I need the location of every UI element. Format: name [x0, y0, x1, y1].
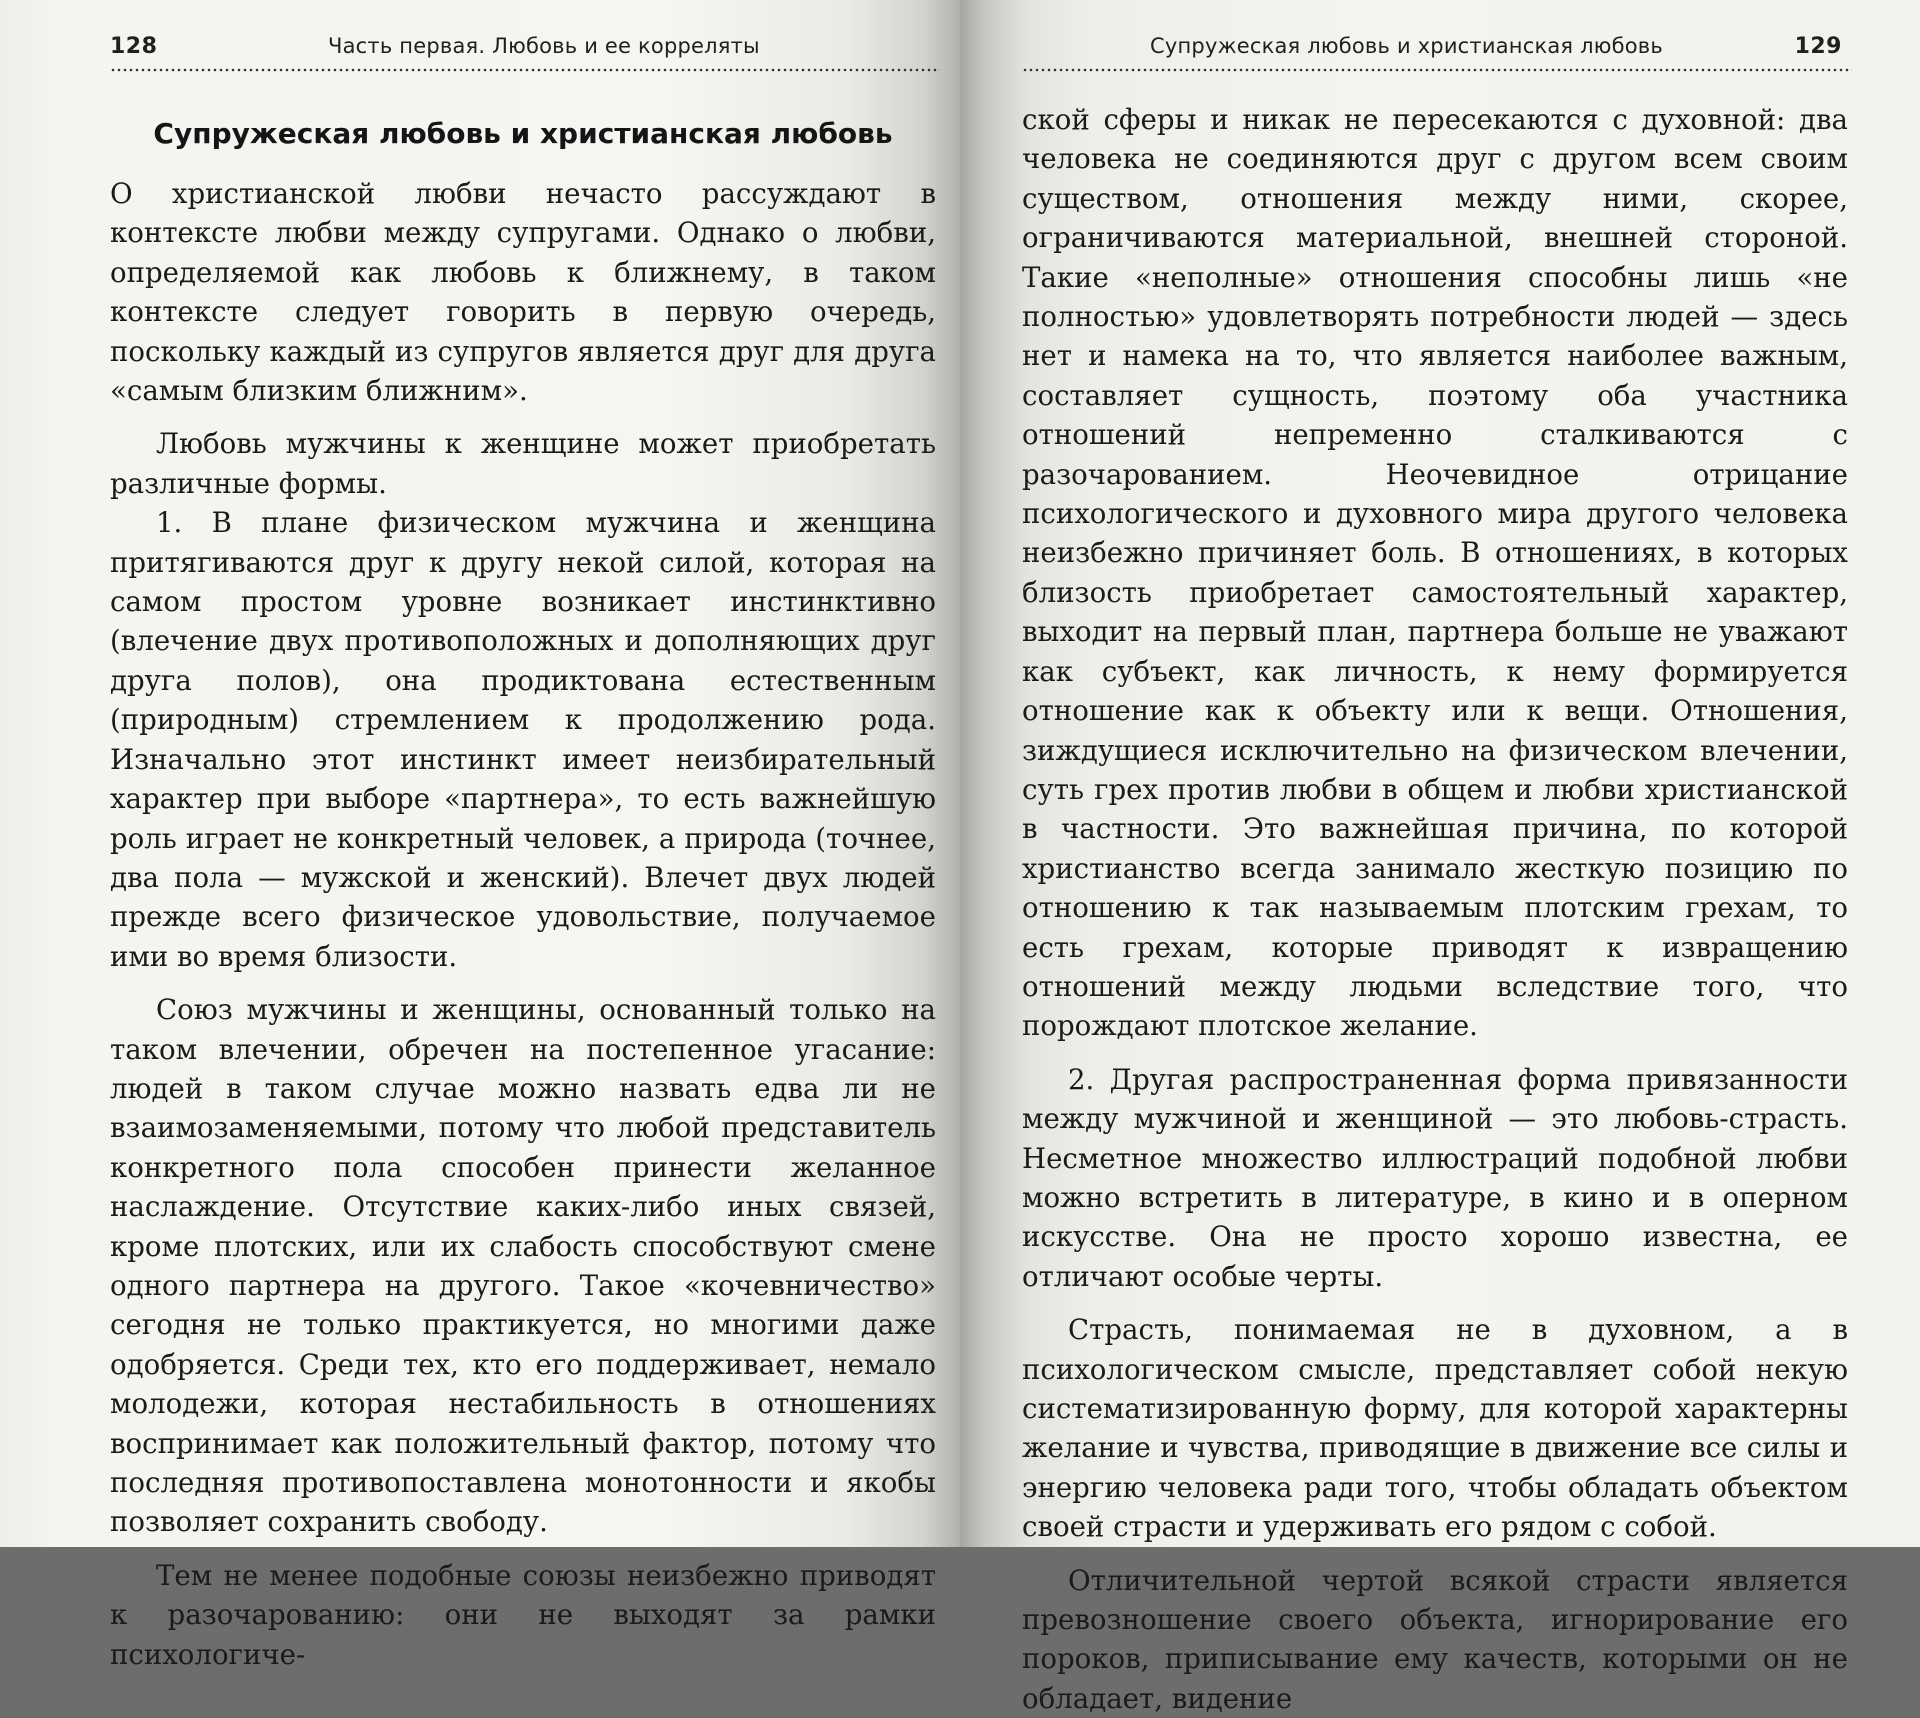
left-page: [0, 0, 960, 1671]
left-running-title: Часть первая. Любовь и ее корреляты: [328, 34, 760, 58]
paragraph: Страсть, понимаемая не в духовном, а в психологическом смысле, представляет собой некую систематизированную форму, для которой характерны желание и чувства, приводящие в движение все силы и энергию человека ради того, чтобы обладать объектом своей страсти и удерживать его рядом с собой.: [1022, 1313, 1848, 1544]
paragraph: Любовь мужчины к женщине может приобретать различные формы.: [110, 427, 936, 500]
right-page-number: 129: [1794, 34, 1842, 59]
section-title: Супружеская любовь и христианская любовь: [153, 117, 893, 150]
right-running-title: Супружеская любовь и христианская любовь: [1150, 34, 1663, 58]
right-body-text: [1022, 100, 1848, 1718]
paragraph: 2. Другая распространенная форма привязанности между мужчиной и женщиной — это любовь-страсть. Несметное множество иллюстраций подобной любви можно встретить в литературе, в кино и в оперном искусстве. Она не просто хорошо известна, ее отличают особые черты.: [1022, 1062, 1848, 1293]
right-page: [960, 0, 1920, 1715]
paragraph: 1. В плане физическом мужчина и женщина притягиваются друг к другу некой силой, которая на самом простом уровне возникает инстинктивно (влечение двух противоположных и дополняющих друг друга полов), она продиктована естественным (природным) стремлением к продолжению рода. Изначально этот инстинкт имеет неизбирательный характер при выборе «партнера», то есть важнейшую роль играет не конкретный человек, а природа (точнее, два пола — мужской и женский). Влечет двух людей прежде всего физическое удовольствие, получаемое ими во время близости.: [110, 506, 936, 973]
left-dotted-rule: [110, 68, 940, 72]
left-running-head: [110, 26, 940, 82]
paragraph: ской сферы и никак не пересекаются с духовной: два человека не соединяются друг с другом всем своим существом, отношения между ними, скорее, ограничиваются материальной, внешней стороной. Такие «неполные» отношения способны лишь «не полностью» удовлетворять потребности людей — здесь нет и намека на то, что является наиболее важным, составляет сущность, поэтому оба участника отношений непременно сталкиваются с разочарованием. Неочевидное отрицание психологического и духовного мира другого человека неизбежно причиняет боль. В отношениях, в которых близость приобретает самостоятельный характер, выходит на первый план, партнера больше не уважают как субъект, как личность, к нему формируется отношение как к объекту или к вещи. Отношения, зиждущиеся исключительно на физическом влечении, суть грех против любви в общем и любви христианской в частности. Это важнейшая причина, по которой христианство всегда занимало жесткую позицию по отношению к так называемым плотским грехам, то есть грехам, которые приводят к извращению отношений между людьми вследствие того, что порождают плотское желание.: [1022, 103, 1848, 1043]
paragraph: О христианской любви нечасто рассуждают в контексте любви между супругами. Однако о любви, определяемой как любовь к ближнему, в таком контексте следует говорить в первую очередь, поскольку каждый из супругов является друг для друга «самым близким ближним».: [110, 177, 936, 408]
paragraph: Тем не менее подобные союзы неизбежно приводят к разочарованию: они не выходят за рамки психологиче-: [110, 1558, 936, 1671]
paragraph: Союз мужчины и женщины, основанный только на таком влечении, обречен на постепенное угасание: людей в таком случае можно назвать едва ли не взаимозаменяемыми, потому что любой представитель конкретного пола способен принести желанное наслаждение. Отсутствие каких-либо иных связей, кроме плотских, или их слабость способствуют смене одного партнера на другого. Такое «кочевничество» сегодня не только практикуется, но многими даже одобряется. Среди тех, кто его поддерживает, немало молодежи, которая нестабильность в отношениях воспринимает как положительный фактор, потому что последняя противопоставлена монотонности и якобы позволяет сохранить свободу.: [110, 993, 936, 1539]
left-page-number: 128: [110, 34, 158, 59]
right-dotted-rule: [1022, 68, 1852, 72]
paragraph: Отличительной чертой всякой страсти является превозношение своего объекта, игнорирование его пороков, приписывание ему качеств, которыми он не обладает, видение: [1022, 1563, 1848, 1715]
left-body-text: [110, 100, 936, 1674]
right-running-head: [1022, 26, 1852, 82]
